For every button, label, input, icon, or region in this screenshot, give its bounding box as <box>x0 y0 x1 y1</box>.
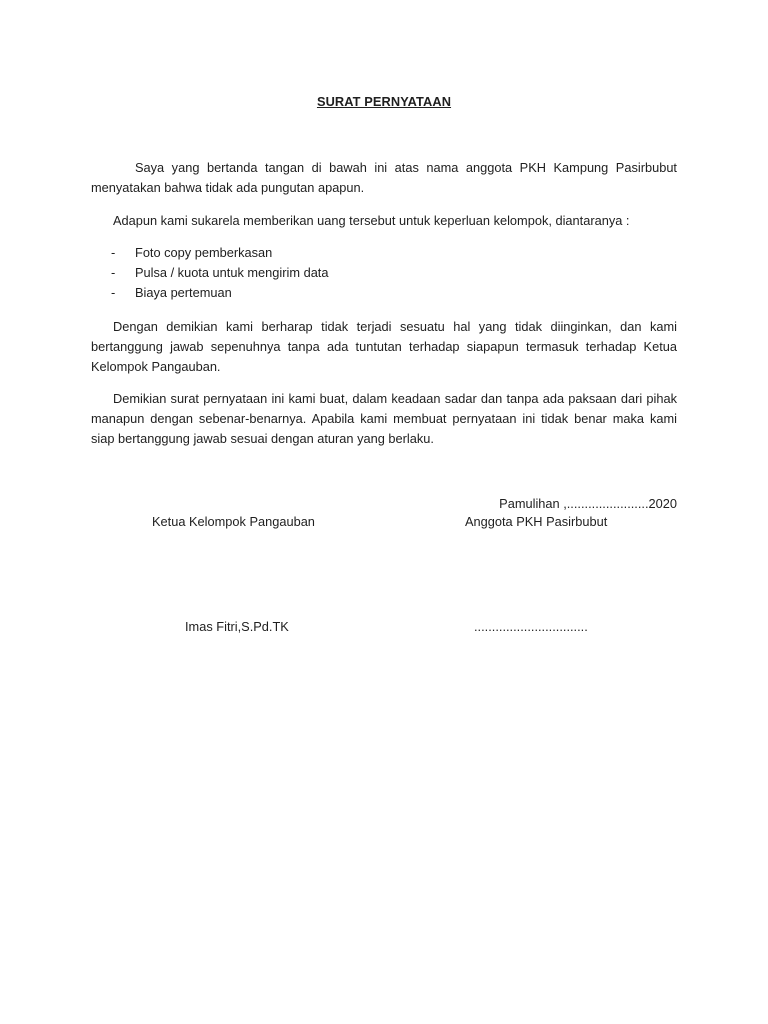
paragraph-closing: Demikian surat pernyataan ini kami buat, dalam keadaan sadar dan tanpa ada paksaan dari pihak manapun dengan sebenar-benarnya. Apabila kami membuat pernyataan ini tidak benar maka kami siap bertanggung jawab sesuai dengan aturan yang berlaku. <box>91 391 677 446</box>
list-item-text: Biaya pertemuan <box>135 285 232 300</box>
list-bullet: - <box>111 265 116 280</box>
list-bullet: - <box>111 245 116 260</box>
signature-right-role: Anggota PKH Pasirbubut <box>465 514 608 529</box>
signature-right-name: ................................ <box>474 619 588 634</box>
paragraph-statement: Saya yang bertanda tangan di bawah ini atas nama anggota PKH Kampung Pasirbubut menyatakan bahwa tidak ada pungutan apapun. <box>91 160 677 195</box>
paragraph-responsibility: Dengan demikian kami berharap tidak terjadi sesuatu hal yang tidak diinginkan, dan kami bertanggung jawab sepenuhnya tanpa ada tuntutan terhadap siapapun termasuk terhadap Ketua Kelompok Pangauban. <box>91 319 677 374</box>
list-item-text: Pulsa / kuota untuk mengirim data <box>135 265 329 280</box>
list-bullet: - <box>111 285 116 300</box>
list-item-text: Foto copy pemberkasan <box>135 245 273 260</box>
paragraph-purpose: Adapun kami sukarela memberikan uang tersebut untuk keperluan kelompok, diantaranya : <box>113 213 630 228</box>
document-title: SURAT PERNYATAAN <box>316 94 452 109</box>
signature-left-role: Ketua Kelompok Pangauban <box>152 514 315 529</box>
place-date: Pamulihan ,.......................2020 <box>499 496 677 511</box>
signature-left-name: Imas Fitri,S.Pd.TK <box>185 619 289 634</box>
